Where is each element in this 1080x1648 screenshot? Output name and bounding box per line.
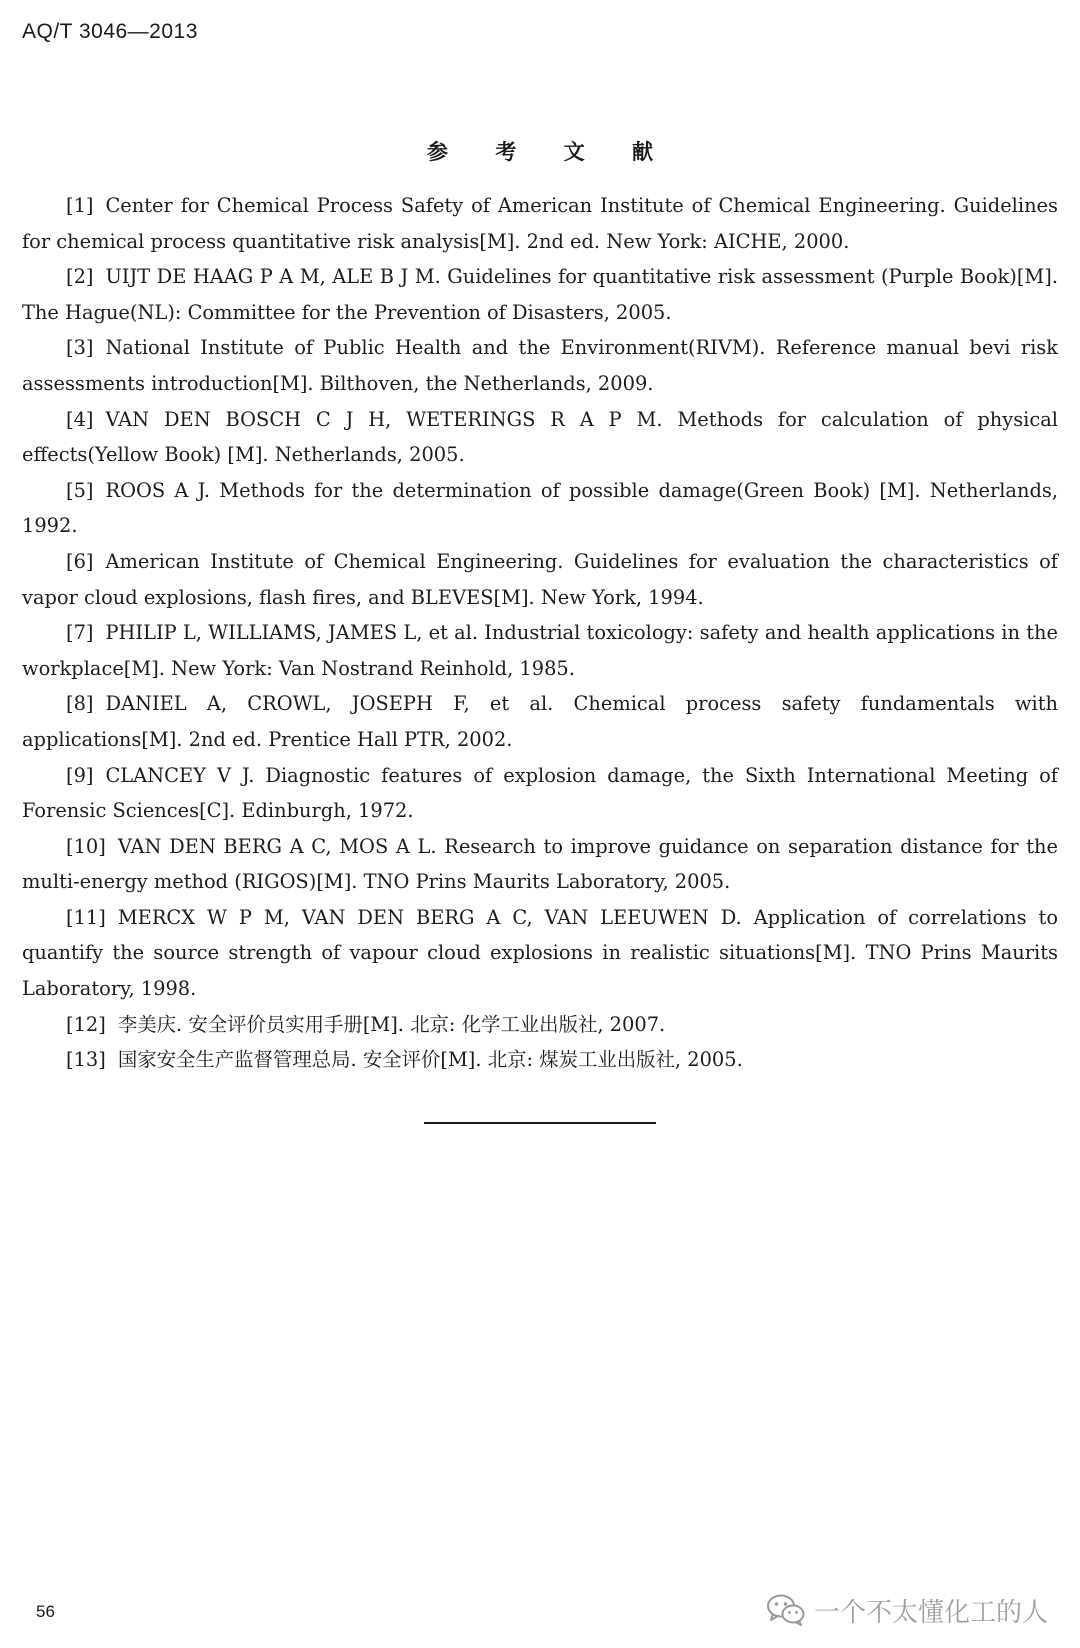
reference-number: [2] (66, 265, 94, 289)
reference-item (22, 544, 1058, 615)
reference-item (22, 330, 1058, 401)
reference-text: PHILIP L, WILLIAMS, JAMES L, et al. Industrial toxicology: safety and health applications in the workplace[M]. New York: Van Nostrand Reinhold, 1985. (22, 621, 1058, 680)
reference-text: Center for Chemical Process Safety of American Institute of Chemical Engineering. Guidelines for chemical process quantitative risk analysis[M]. 2nd ed. New York: AICHE, 2000. (22, 194, 1058, 253)
section-title: 参 考 文 献 (427, 140, 673, 164)
reference-text: ROOS A J. Methods for the determination of possible damage(Green Book) [M]. Netherlands, 1992. (22, 478, 1058, 538)
reference-item (22, 615, 1058, 686)
reference-item (22, 473, 1058, 544)
reference-number: [9] (66, 763, 94, 787)
reference-text: National Institute of Public Health and the Environment(RIVM). Reference manual bevi risk assessments introduction[M]. Bilthoven, the Netherlands, 2009. (22, 336, 1058, 395)
reference-item (22, 402, 1058, 473)
reference-item (22, 188, 1058, 259)
standard-code: AQ/T 3046—2013 (22, 20, 198, 43)
reference-item (22, 900, 1058, 1007)
reference-item (22, 686, 1058, 757)
reference-text: American Institute of Chemical Engineering. Guidelines for evaluation the characteristics of vapor cloud explosions, flash fires, and BLEVES[M]. New York, 1994. (22, 549, 1058, 609)
reference-item (22, 1007, 1058, 1043)
reference-text: VAN DEN BERG A C, MOS A L. Research to improve guidance on separation distance for the multi-energy method (RIGOS)[M]. TNO Prins Maurits Laboratory, 2005. (22, 834, 1058, 894)
wechat-icon (766, 1593, 806, 1627)
reference-text: MERCX W P M, VAN DEN BERG A C, VAN LEEUWEN D. Application of correlations to quantify the source strength of vapour cloud explosions in realistic situations[M]. TNO Prins Maurits Laboratory, 1998. (22, 905, 1058, 1001)
page-number: 56 (36, 1602, 55, 1621)
reference-number: [6] (66, 549, 94, 573)
reference-number: [12] (66, 1012, 106, 1036)
reference-number: [4] (66, 407, 94, 431)
reference-number: [11] (66, 905, 106, 929)
reference-text: 国家安全生产监督管理总局. 安全评价[M]. 北京: 煤炭工业出版社, 2005. (117, 1048, 743, 1072)
reference-text: DANIEL A, CROWL, JOSEPH F, et al. Chemical process safety fundamentals with applications[M]. 2nd ed. Prentice Hall PTR, 2002. (22, 692, 1058, 751)
reference-item (22, 259, 1058, 330)
reference-item (22, 758, 1058, 829)
reference-number: [8] (66, 692, 94, 716)
reference-text: UIJT DE HAAG P A M, ALE B J M. Guidelines for quantitative risk assessment (Purple Book)[M]. The Hague(NL): Committee for the Prevention of Disasters, 2005. (22, 265, 1058, 324)
reference-item (22, 1042, 1058, 1078)
reference-text: 李美庆. 安全评价员实用手册[M]. 北京: 化学工业出版社, 2007. (117, 1012, 666, 1036)
reference-number: [3] (66, 336, 94, 360)
reference-list (22, 188, 1058, 1078)
end-rule (424, 1122, 656, 1124)
reference-number: [13] (66, 1048, 106, 1072)
reference-item (22, 829, 1058, 900)
reference-number: [10] (66, 834, 106, 858)
reference-text: VAN DEN BOSCH C J H, WETERINGS R A P M. Methods for calculation of physical effects(Yellow Book) [M]. Netherlands, 2005. (22, 407, 1058, 467)
watermark (766, 1590, 1048, 1630)
reference-text: CLANCEY V J. Diagnostic features of explosion damage, the Sixth International Meeting of Forensic Sciences[C]. Edinburgh, 1972. (22, 763, 1058, 823)
reference-number: [5] (66, 478, 94, 502)
reference-number: [1] (66, 194, 94, 217)
watermark-text: 一个不太懂化工的人 (814, 1597, 1049, 1628)
reference-number: [7] (66, 621, 94, 645)
